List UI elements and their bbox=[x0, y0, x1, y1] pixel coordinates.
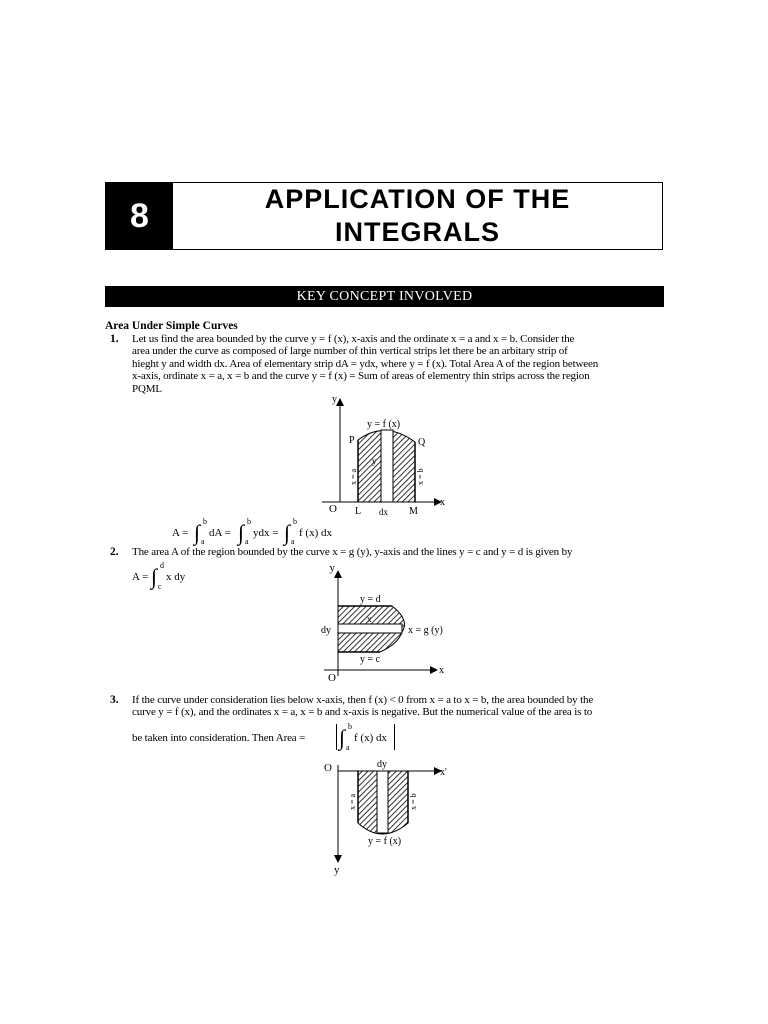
chapter-number: 8 bbox=[106, 183, 173, 249]
svg-text:y: y bbox=[329, 562, 335, 574]
svg-text:dy: dy bbox=[321, 625, 331, 636]
figure-2 bbox=[310, 560, 460, 684]
fig1-curve-label: y = f (x) bbox=[367, 419, 401, 430]
chapter-header bbox=[105, 182, 663, 250]
svg-text:O: O bbox=[328, 672, 336, 684]
chapter-title-line1: APPLICATION OF THE bbox=[264, 184, 571, 214]
y-arrow-icon bbox=[336, 398, 344, 406]
key-concept-bar: KEY CONCEPT INVOLVED bbox=[105, 286, 664, 307]
fig1-p: P bbox=[349, 435, 355, 446]
fig1-xb: x = b bbox=[416, 468, 425, 485]
item-1-text bbox=[132, 333, 664, 395]
chapter-title bbox=[173, 183, 662, 249]
formula-1: A = ∫ b a dA = ∫ b a ydx = ∫ b a f (x) dx bbox=[172, 517, 332, 546]
svg-text:x: x bbox=[439, 665, 444, 676]
x-arrow-icon bbox=[430, 666, 438, 674]
item-1-line: PQML bbox=[132, 382, 162, 395]
svg-text:x = g (y): x = g (y) bbox=[408, 625, 443, 636]
svg-text:x': x' bbox=[440, 767, 447, 778]
formula-2: A = ∫ d c x dy bbox=[132, 561, 186, 591]
item-1-line: x-axis, ordinate x = a, x = b and the curve y = f (x) = Sum of areas of elementry thin strips across the region bbox=[132, 370, 590, 383]
figure-3 bbox=[310, 755, 460, 879]
fig1-y-axis: y bbox=[332, 394, 337, 405]
item-1-line: Let us find the area bounded by the curve y = f (x), x-axis and the ordinate x = a and x = b. Consider the bbox=[132, 333, 575, 345]
fig1-m: M bbox=[409, 506, 418, 517]
item-3-text: If the curve under consideration lies below x-axis, then f (x) < 0 from x = a to x = b, the area bounded by the curve y = f (x), and the ordinates x = a, x = b and x-axis is negative. But the numerical value of the area is to bbox=[132, 694, 594, 719]
section-heading: Area Under Simple Curves bbox=[105, 320, 238, 332]
fig1-x-axis: x bbox=[440, 497, 445, 508]
svg-text:dy: dy bbox=[377, 759, 387, 770]
svg-text:y = f (x): y = f (x) bbox=[368, 836, 402, 847]
item-2-text: The area A of the region bounded by the curve x = g (y), y-axis and the lines y = c and y = d is given by bbox=[132, 546, 573, 558]
y-arrow-icon bbox=[334, 570, 342, 578]
fig1-xa: x = a bbox=[349, 468, 358, 485]
y-arrow-icon bbox=[334, 855, 342, 863]
svg-text:y = c: y = c bbox=[360, 654, 381, 665]
item-1-line: hieght y and width dx. Area of elementary strip dA = ydx, where y = f (x). Total Area A of the region between bbox=[132, 357, 599, 370]
figure-1 bbox=[310, 390, 460, 520]
fig1-q: Q bbox=[418, 437, 426, 448]
fig1-l: L bbox=[355, 506, 362, 517]
svg-text:O: O bbox=[324, 762, 332, 774]
chapter-title-line2: INTEGRALS bbox=[334, 217, 500, 247]
svg-text:y: y bbox=[334, 864, 340, 876]
item-3-last-line: be taken into consideration. Then Area = bbox=[132, 732, 306, 744]
fig1-origin: O bbox=[329, 503, 337, 515]
svg-text:x = a: x = a bbox=[348, 793, 357, 810]
item-1-number: 1. bbox=[110, 333, 119, 345]
item-1-line: area under the curve as composed of large number of thin vertical strips let there be an arbitary strip of bbox=[132, 345, 568, 358]
item-3-number: 3. bbox=[110, 694, 119, 706]
svg-text:x = b: x = b bbox=[409, 793, 418, 810]
fig1-dx: dx bbox=[379, 507, 388, 517]
svg-text:y = d: y = d bbox=[360, 594, 381, 605]
formula-3: ∫ b a f (x) dx bbox=[336, 722, 406, 752]
strip bbox=[381, 430, 393, 502]
item-2-number: 2. bbox=[110, 546, 119, 558]
fig1-y: y bbox=[372, 456, 377, 466]
svg-text:x: x bbox=[367, 614, 372, 624]
